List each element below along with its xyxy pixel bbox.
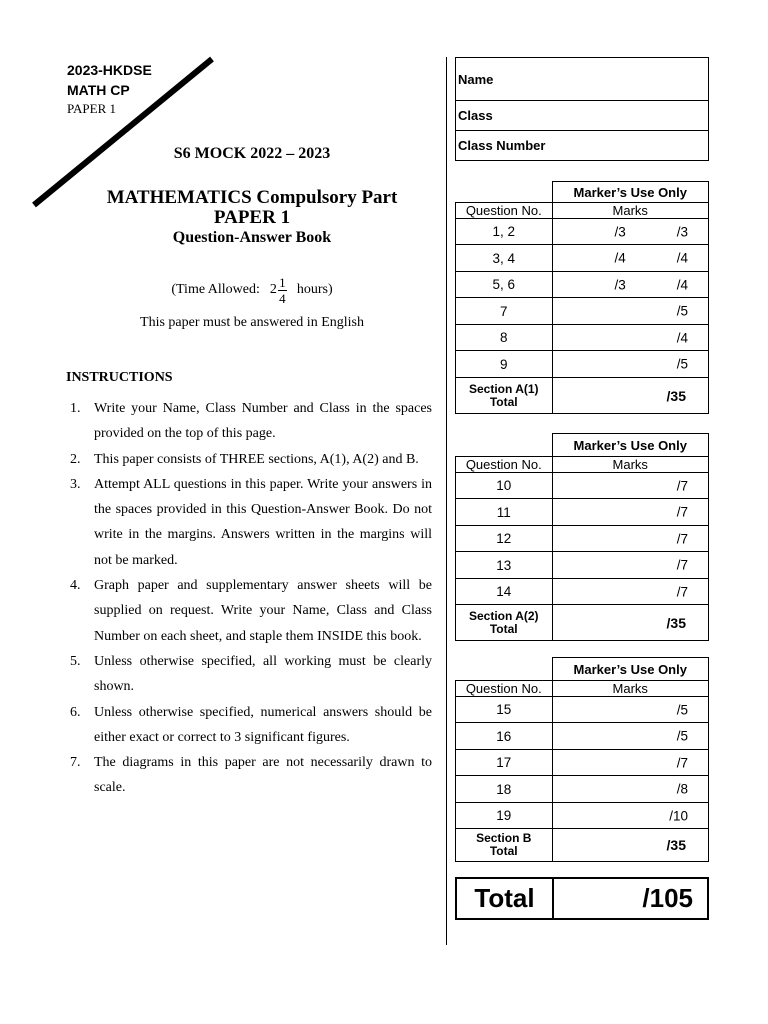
name-field[interactable]: Name xyxy=(456,58,709,101)
marks-cell xyxy=(552,776,709,803)
section-label: Section B xyxy=(476,831,532,845)
section-total-marks: /35 xyxy=(552,829,709,862)
instruction-number: 2. xyxy=(70,451,81,467)
marks-header: Marks xyxy=(552,457,709,473)
column-divider xyxy=(446,57,447,945)
instruction-number: 1. xyxy=(70,401,81,416)
total-label: Total xyxy=(489,844,518,858)
time-numerator: 1 xyxy=(279,274,286,290)
time-whole: 2 xyxy=(269,282,277,297)
book-title: Question-Answer Book xyxy=(172,229,332,246)
instruction-number: 7. xyxy=(70,755,81,771)
marks-cell xyxy=(552,473,709,499)
table-row xyxy=(456,219,709,245)
blank-cell xyxy=(456,182,553,203)
marker-table-section-b xyxy=(455,657,709,862)
marks-b: /7 xyxy=(676,531,688,546)
language-note: This paper must be answered in English xyxy=(140,315,364,330)
instruction-number: 4. xyxy=(70,578,81,594)
question-number: 15 xyxy=(456,697,553,723)
table-row xyxy=(456,473,709,499)
grand-total-label: Total xyxy=(456,878,553,919)
question-number: 19 xyxy=(456,803,553,829)
marks-header: Marks xyxy=(552,203,709,219)
section-label: Section A(2) xyxy=(468,608,539,623)
question-number: 10 xyxy=(456,473,553,499)
table-row xyxy=(456,750,709,776)
marks-cell xyxy=(552,750,709,776)
question-number: 18 xyxy=(456,776,553,803)
grand-total-value: /105 xyxy=(553,878,708,919)
marks-a: /4 xyxy=(614,250,626,266)
total-label: Total xyxy=(489,621,518,636)
table-row xyxy=(456,351,709,378)
instruction-item xyxy=(66,396,432,447)
marks-header: Marks xyxy=(552,681,709,697)
instruction-text: Graph paper and supplementary answer sheets will be supplied on request. Write your Name, Class and Class Number on each sheet, and staple them INSIDE this book. xyxy=(94,578,432,644)
section-total-marks: /35 xyxy=(552,378,709,414)
marks-a: /3 xyxy=(614,277,626,292)
section-total-row xyxy=(456,378,709,414)
time-suffix: hours) xyxy=(296,282,333,297)
instructions-heading: INSTRUCTIONS xyxy=(66,370,173,385)
marker-use-header: Marker’s Use Only xyxy=(552,434,709,457)
mock-title: S6 MOCK 2022 – 2023 xyxy=(173,145,331,162)
table-row xyxy=(456,697,709,723)
table-row xyxy=(456,325,709,351)
section-total-row xyxy=(456,829,709,862)
table-row xyxy=(456,776,709,803)
table-row xyxy=(456,552,709,579)
section-total-marks: /35 xyxy=(552,605,709,641)
subject-title: MATHEMATICS Compulsory Part xyxy=(106,187,398,208)
question-number: 13 xyxy=(456,552,553,579)
section-total-label xyxy=(456,605,553,641)
total-label: Total xyxy=(489,394,518,409)
marks-cell xyxy=(552,219,709,245)
marks-b: /7 xyxy=(676,478,688,493)
instruction-text: Attempt ALL questions in this paper. Write your answers in the spaces provided in this Question-Answer Book. Do not write in the margins. Answers written in the margins will not be marked. xyxy=(94,476,432,568)
marks-b: /8 xyxy=(676,781,688,797)
question-number: 1, 2 xyxy=(456,219,553,245)
instruction-item xyxy=(66,447,432,472)
marks-b: /5 xyxy=(676,356,688,372)
marks-cell xyxy=(552,351,709,378)
table-row xyxy=(456,526,709,552)
grand-total-table xyxy=(455,877,709,920)
class-field[interactable]: Class xyxy=(456,101,709,131)
blank-cell xyxy=(456,434,553,457)
section-total-row xyxy=(456,605,709,641)
instruction-number: 3. xyxy=(70,476,81,492)
instruction-text: Unless otherwise specified, numerical answers should be either exact or correct to 3 significant figures. xyxy=(94,704,432,745)
question-number: 3, 4 xyxy=(456,245,553,272)
table-row xyxy=(456,272,709,298)
instruction-text: Unless otherwise specified, all working must be clearly shown. xyxy=(94,653,432,695)
instruction-item xyxy=(66,649,432,700)
subject-code: MATH CP xyxy=(67,82,130,98)
marks-cell xyxy=(552,499,709,526)
instruction-number: 6. xyxy=(70,704,81,720)
paper-code: PAPER 1 xyxy=(67,101,117,116)
marks-b: /5 xyxy=(676,303,688,319)
marks-cell xyxy=(552,579,709,605)
marks-cell xyxy=(552,552,709,579)
marker-table-section-a2 xyxy=(455,433,709,641)
paper-code-block xyxy=(67,60,152,118)
section-total-label xyxy=(456,378,553,414)
question-no-header: Question No. xyxy=(456,203,553,219)
marks-b: /4 xyxy=(676,330,688,345)
class-number-field[interactable]: Class Number xyxy=(456,131,709,161)
instruction-item xyxy=(66,472,432,573)
marks-cell xyxy=(552,298,709,325)
marks-b: /4 xyxy=(676,277,688,292)
marks-cell xyxy=(552,803,709,829)
marks-b: /4 xyxy=(676,250,688,266)
section-label: Section A(1) xyxy=(468,381,539,396)
marks-b: /3 xyxy=(676,224,688,239)
marks-b: /7 xyxy=(676,504,688,520)
table-row xyxy=(456,579,709,605)
table-row xyxy=(456,499,709,526)
marks-a: /3 xyxy=(614,224,626,239)
marks-b: /5 xyxy=(676,702,688,717)
question-no-header: Question No. xyxy=(456,681,553,697)
instruction-text: Write your Name, Class Number and Class in the spaces provided on the top of this page. xyxy=(94,401,432,442)
marker-use-header: Marker’s Use Only xyxy=(552,182,709,203)
instruction-item xyxy=(66,573,432,649)
question-number: 11 xyxy=(456,499,553,526)
instructions-list xyxy=(66,396,432,801)
question-number: 12 xyxy=(456,526,553,552)
table-row xyxy=(456,298,709,325)
instruction-number: 5. xyxy=(70,653,81,669)
table-row xyxy=(456,723,709,750)
marks-cell xyxy=(552,697,709,723)
question-no-header: Question No. xyxy=(456,457,553,473)
marker-use-header: Marker’s Use Only xyxy=(552,658,709,681)
marks-cell xyxy=(552,526,709,552)
marks-b: /7 xyxy=(676,557,688,573)
marks-b: /7 xyxy=(676,584,688,599)
instruction-item xyxy=(66,750,432,801)
blank-cell xyxy=(456,658,553,681)
question-number: 8 xyxy=(456,325,553,351)
question-number: 17 xyxy=(456,750,553,776)
question-number: 5, 6 xyxy=(456,272,553,298)
student-info-table xyxy=(455,57,709,161)
question-number: 14 xyxy=(456,579,553,605)
section-total-label xyxy=(456,829,553,862)
marks-b: /7 xyxy=(676,755,688,770)
instruction-item xyxy=(66,700,432,751)
time-denominator: 4 xyxy=(279,290,286,306)
instruction-text: The diagrams in this paper are not necessarily drawn to scale. xyxy=(94,755,432,796)
marks-cell xyxy=(552,723,709,750)
marks-b: /10 xyxy=(669,808,688,823)
question-number: 16 xyxy=(456,723,553,750)
time-prefix: (Time Allowed: xyxy=(171,282,260,297)
exam-code: 2023-HKDSE xyxy=(67,62,152,78)
paper-title: PAPER 1 xyxy=(213,207,291,228)
time-fraction xyxy=(278,276,287,305)
marks-b: /5 xyxy=(676,728,688,744)
question-number: 7 xyxy=(456,298,553,325)
instruction-text: This paper consists of THREE sections, A(1), A(2) and B. xyxy=(94,451,419,467)
marks-cell xyxy=(552,272,709,298)
time-allowed xyxy=(60,272,444,308)
table-row xyxy=(456,245,709,272)
question-number: 9 xyxy=(456,351,553,378)
marks-cell xyxy=(552,245,709,272)
marker-table-section-a1 xyxy=(455,181,709,414)
marks-cell xyxy=(552,325,709,351)
table-row xyxy=(456,803,709,829)
